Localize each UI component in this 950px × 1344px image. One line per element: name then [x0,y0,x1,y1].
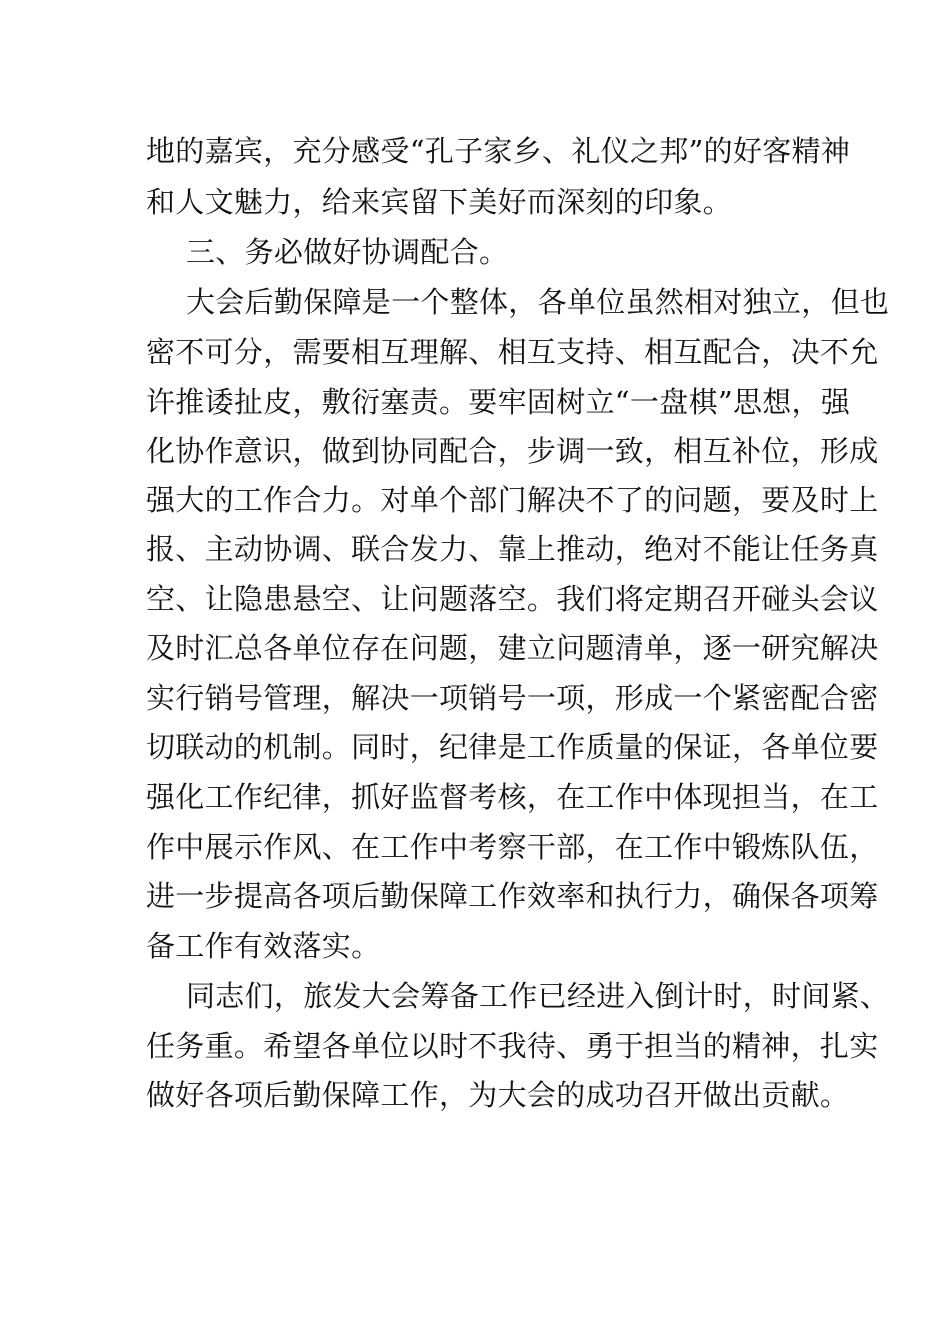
text-line: 报、主动协调、联合发力、靠上推动，绝对不能让任务真 [146,532,879,566]
text-line: 空、让隐患悬空、让问题落空。我们将定期召开碰头会议 [146,582,879,616]
text-line: 备工作有效落实。 [146,929,381,963]
text-line: 任务重。希望各单位以时不我待、勇于担当的精神，扎实 [146,1029,879,1063]
text-line: 做好各项后勤保障工作，为大会的成功召开做出贡献。 [146,1078,850,1112]
text-line: 和人文魅力，给来宾留下美好而深刻的印象。 [146,185,733,219]
text-line: 强大的工作合力。对单个部门解决不了的问题，要及时上 [146,483,879,517]
text-line: 许推诿扯皮，敷衍塞责。要牢固树立“一盘棋”思想，强 [146,385,851,419]
text-line: 进一步提高各项后勤保障工作效率和执行力，确保各项筹 [146,879,879,913]
section-heading: 三、务必做好协调配合。 [186,235,509,269]
text-line: 化协作意识，做到协同配合，步调一致，相互补位，形成 [146,434,879,468]
text-line: 作中展示作风、在工作中考察干部，在工作中锻炼队伍， [146,830,879,864]
text-line: 及时汇总各单位存在问题，建立问题清单，逐一研究解决 [146,631,879,665]
text-line: 大会后勤保障是一个整体，各单位虽然相对独立，但也 [186,285,890,319]
text-line: 地的嘉宾，充分感受“孔子家乡、礼仪之邦”的好客精神 [146,134,851,168]
text-line: 强化工作纪律，抓好监督考核，在工作中体现担当，在工 [146,780,879,814]
text-line: 同志们，旅发大会筹备工作已经进入倒计时，时间紧、 [186,979,890,1013]
text-line: 切联动的机制。同时，纪律是工作质量的保证，各单位要 [146,730,879,764]
text-line: 实行销号管理，解决一项销号一项，形成一个紧密配合密 [146,681,879,715]
text-line: 密不可分，需要相互理解、相互支持、相互配合，决不允 [146,335,879,369]
